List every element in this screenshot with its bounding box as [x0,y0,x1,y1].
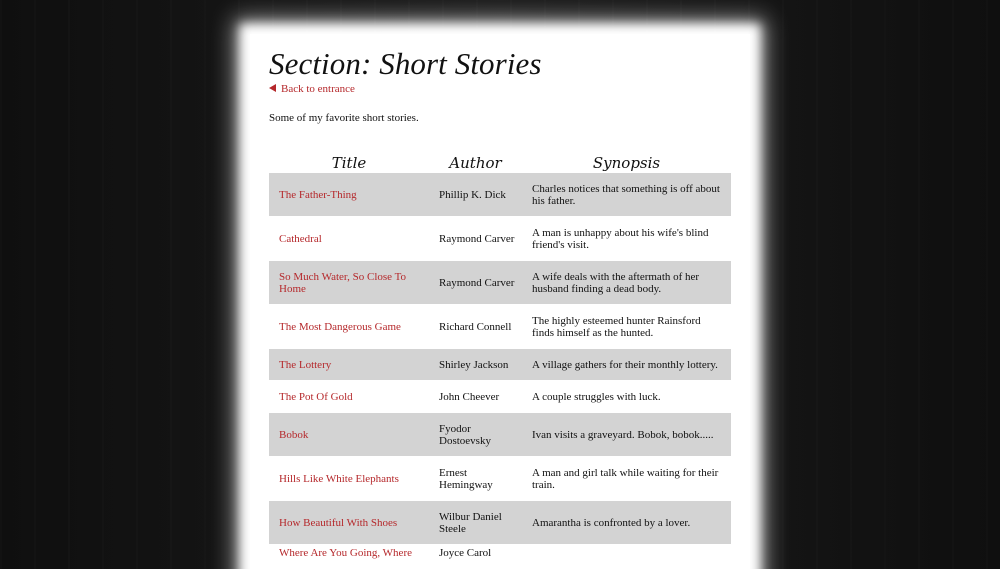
story-synopsis: A man is unhappy about his wife's blind friend's visit. [522,217,731,260]
story-author: Fyodor Dostoevsky [429,413,522,456]
story-title-cell [269,413,429,456]
story-title-link[interactable]: The Father-Thing [279,188,357,201]
story-title-link[interactable]: The Pot Of Gold [279,390,353,403]
story-title-link[interactable]: Hills Like White Elephants [279,472,399,485]
story-author: Joyce Carol [429,545,522,569]
table-row [269,173,731,216]
story-author: Shirley Jackson [429,349,522,380]
story-author: Phillip K. Dick [429,173,522,216]
story-synopsis: Ivan visits a graveyard. Bobok, bobok..... [522,413,731,456]
story-author: John Cheever [429,381,522,412]
story-title-link[interactable]: So Much Water, So Close To Home [279,270,407,295]
table-row [269,261,731,304]
story-author: Ernest Hemingway [429,457,522,500]
table-row [269,413,731,456]
table-row [269,501,731,544]
back-link-label: Back to entrance [281,83,355,95]
story-title-link[interactable]: How Beautiful With Shoes [279,516,398,529]
header-author: Author [449,154,502,172]
story-synopsis: A man and girl talk while waiting for their train. [522,457,731,500]
table-row [269,457,731,500]
story-title-link[interactable]: The Most Dangerous Game [279,320,401,333]
story-title-link[interactable]: Bobok [279,428,309,441]
table-row [269,305,731,348]
table-row [269,349,731,380]
table-row [269,545,731,569]
header-title: Title [331,154,367,172]
table-row [269,381,731,412]
story-author: Raymond Carver [429,217,522,260]
story-author: Wilbur Daniel Steele [429,501,522,544]
table-header-row [269,146,731,172]
story-synopsis [522,545,731,569]
story-title-cell [269,173,429,216]
page-title: Section: Short Stories [269,46,542,81]
story-synopsis: Charles notices that something is off about his father. [522,173,731,216]
story-title-cell [269,261,429,304]
header-synopsis: Synopsis [592,154,661,172]
story-title-link[interactable]: Where Are You Going, Where [279,547,412,559]
left-triangle-icon [269,84,276,92]
story-title-cell [269,381,429,412]
story-title-cell [269,457,429,500]
story-title-cell [269,349,429,380]
intro-text: Some of my favorite short stories. [269,112,419,124]
story-synopsis: A wife deals with the aftermath of her husband finding a dead body. [522,261,731,304]
story-title-cell [269,217,429,260]
stories-table [269,145,731,569]
story-title-cell [269,501,429,544]
story-synopsis: A village gathers for their monthly lottery. [522,349,731,380]
content-panel [250,34,750,569]
story-title-cell [269,305,429,348]
story-title-link[interactable]: Cathedral [279,232,322,245]
story-title-cell [269,545,429,569]
back-to-entrance-link[interactable] [269,83,355,95]
story-title-link[interactable]: The Lottery [279,358,332,371]
story-synopsis: A couple struggles with luck. [522,381,731,412]
table-row [269,217,731,260]
story-synopsis: The highly esteemed hunter Rainsford finds himself as the hunted. [522,305,731,348]
story-author: Richard Connell [429,305,522,348]
story-author: Raymond Carver [429,261,522,304]
story-synopsis: Amarantha is confronted by a lover. [522,501,731,544]
